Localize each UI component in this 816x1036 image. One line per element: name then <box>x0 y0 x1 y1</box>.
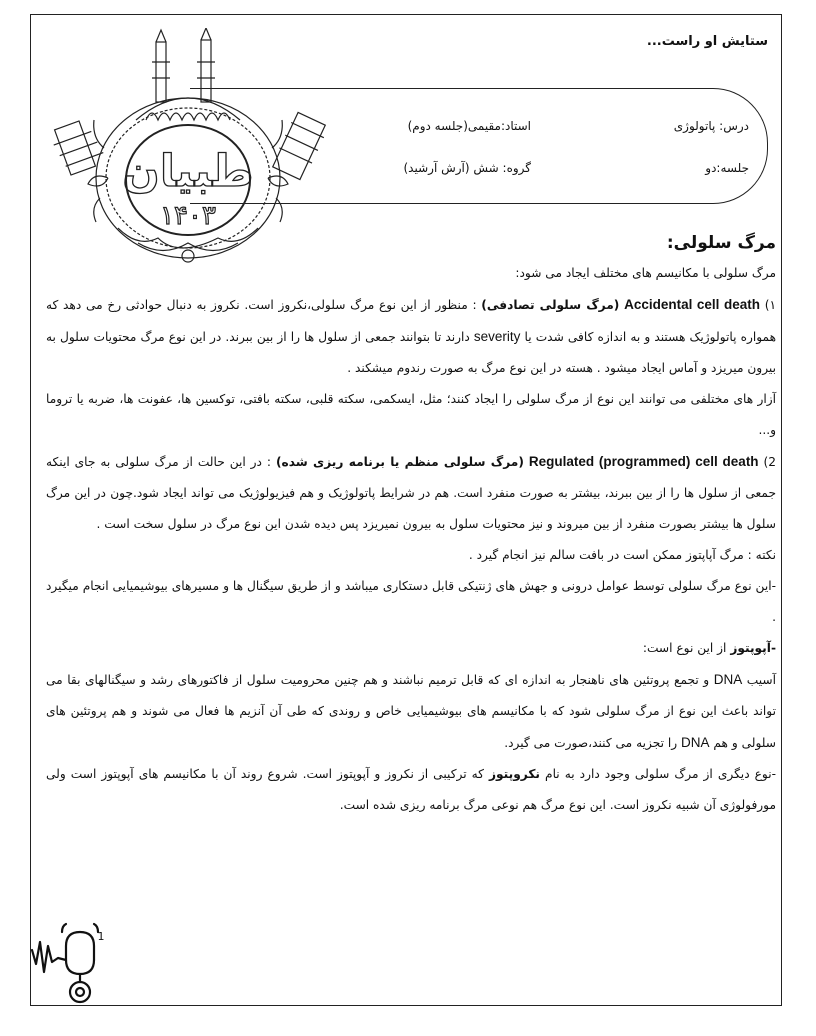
paragraph-causes: آزار های مختلفی می توانند این نوع از مرگ سلولی را ایجاد کنند؛ مثل، ایسکمی، سکته قلبی، سکته بافتی، توکسین ها، عفونت ها، ضربه یا تروما و... <box>46 392 776 437</box>
paragraph-text: را تجزیه می کنند،صورت می گیرد. <box>504 736 678 750</box>
paragraph-text: -نوع دیگری از مرگ سلولی وجود دارد به نام <box>545 767 777 781</box>
course-label: درس: پاتولوژی <box>673 119 749 133</box>
term-apoptosis: آپوپتوز <box>730 641 771 655</box>
term-necroptosis: نکروپتوز <box>488 767 541 781</box>
section-title: مرگ سلولی: <box>666 233 776 253</box>
paragraph-genetic: -این نوع مرگ سلولی توسط عوامل درونی و جهش های ژنتیکی قابل دستکاری میباشد و از طریق سیگنال ها و مسیرهای بیوشیمیایی انجام میگیرد . <box>46 579 776 624</box>
paragraph-text: : در این حالت از مرگ سلولی به جای اینکه جمعی از سلول ها را از بین ببرند، بیشتر به صورت منفرد است. هم در شرایط پاتولوژیک و هم فیزیولوژیک می تواند ایجاد شود.چون در این مرگ سلول ها بیشتر بصورت منفرد از بین میروند و نیز محتویات سلول به بیرون نمیریزد پس دیده شدن این نوع مرگ در سلول سخت است . <box>46 455 776 531</box>
paragraph-necroptosis <box>46 759 776 821</box>
paragraph-text: از این نوع است: <box>642 641 727 655</box>
term-persian: (مرگ سلولی تصادفی) <box>481 298 620 312</box>
item-number: ۱) <box>764 298 777 312</box>
paragraph-text: و تجمع پروتئین های ناهنجار به اندازه ای که قابل ترمیم نباشند و هم چنین محرومیت سلول از فاکتورهای رشد و سیگنالهای بقا می تواند باعث این نوع از مرگ سلولی شود که با مکانیسم های بیوشیمیایی خاص و روندی که طی آن آنزیم ها فعال می شوند و هم پروتئین های سلولی و هم <box>46 673 776 750</box>
term-english: Regulated (programmed) cell death <box>528 454 759 469</box>
teacher-label: استاد:مقیمی(جلسه دوم) <box>407 119 531 133</box>
paragraph-apoptosis <box>46 633 776 664</box>
document-body <box>46 228 776 821</box>
paragraph-text: که ترکیبی از نکروز و آپوپتوز است. شروع روند آن با مکانیسم های آپوپتوز است ولی مورفولوژی آن شبیه نکروز است. این نوع مرگ هم نوعی مرگ برنامه ریزی شده است. <box>46 767 776 812</box>
header-praise: ستایش او راست... <box>646 34 768 49</box>
paragraph-regulated-death <box>46 446 776 540</box>
group-label: گروه: شش (آرش آرشید) <box>403 161 531 175</box>
term-dna: DNA <box>681 735 710 750</box>
stethoscope-heartbeat-icon <box>30 920 130 1010</box>
paragraph-dna-damage <box>46 664 776 759</box>
intro-paragraph: مرگ سلولی با مکانیسم های مختلف ایجاد می شود: <box>515 266 776 280</box>
logo-text-main: طبیان <box>122 146 254 197</box>
page-number: 1 <box>97 930 105 943</box>
item-number: 2) <box>763 455 777 469</box>
session-label: جلسه:دو <box>705 161 749 175</box>
dash: - <box>770 641 776 655</box>
paragraph-text: دارند تا بتوانند جمعی از سلول ها را از بین ببرند. در این نوع مرگ محتویات سلول به بیرون میریزد و آماس ایجاد میشود . هسته در این نوع مرگ به صورت رندوم میشکند . <box>46 330 776 375</box>
term-persian: (مرگ سلولی منظم یا برنامه ریزی شده) <box>275 455 524 469</box>
paragraph-accidental-death <box>46 289 776 384</box>
paragraph-text: آسیب <box>746 673 776 687</box>
logo-text-year: ۱۴۰۳ <box>160 201 216 231</box>
paragraph-text: : منظور از این نوع مرگ سلولی،نکروز است. نکروز به دنبال حوادثی رخ می دهد که همواره پاتولوژیک هستند و به اندازه کافی شدت یا <box>46 298 777 344</box>
term-severity: severity <box>473 329 521 344</box>
note-paragraph: نکته : مرگ آپاپتوز ممکن است در بافت سالم نیز انجام گیرد . <box>468 548 776 562</box>
term-english: Accidental cell death <box>624 297 761 312</box>
session-info-box <box>190 88 768 204</box>
term-dna: DNA <box>713 672 743 687</box>
